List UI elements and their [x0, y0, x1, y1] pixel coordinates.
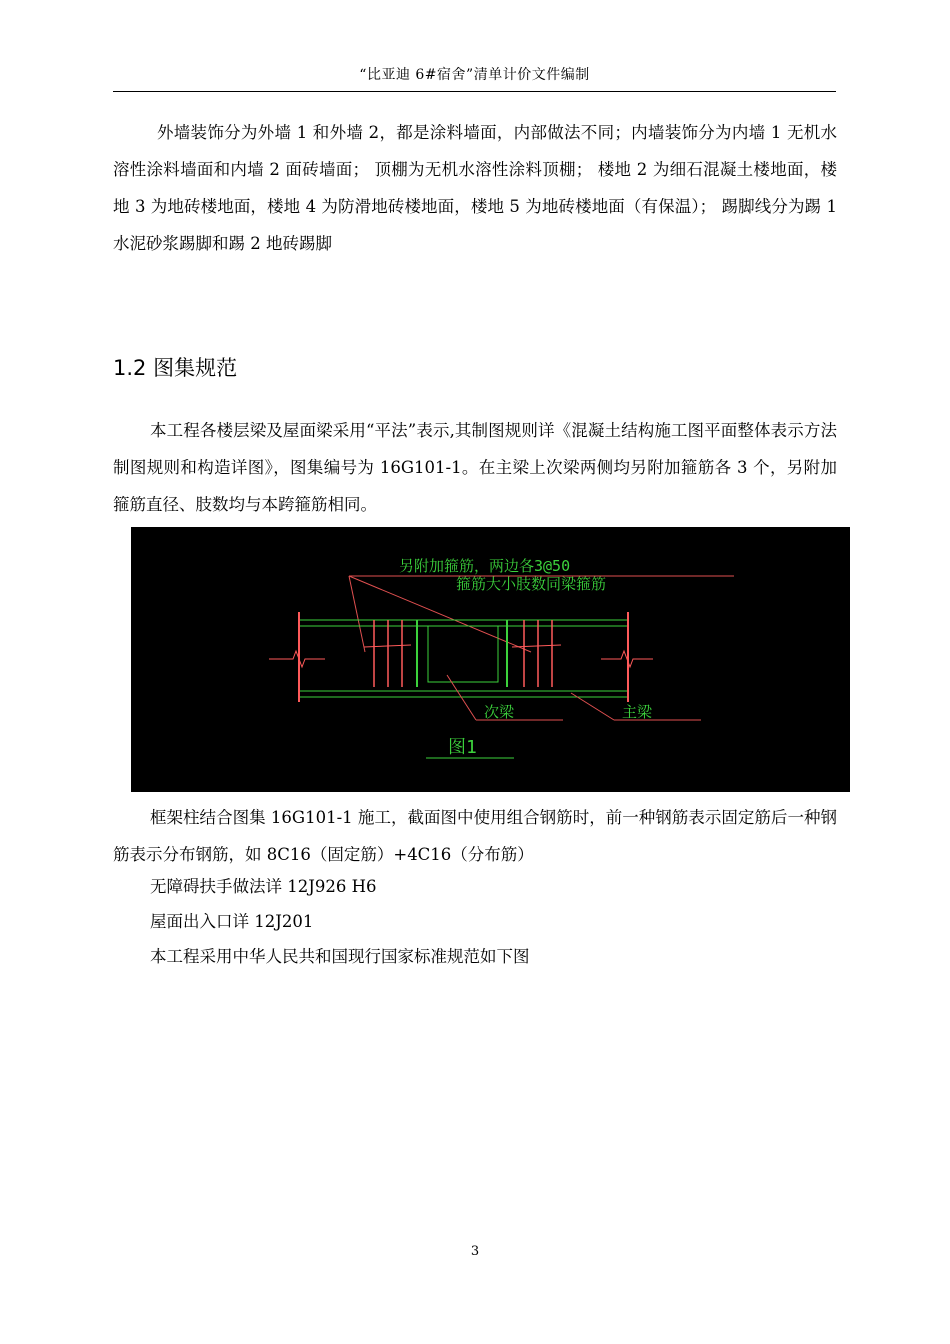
paragraph-atlas: 本工程各楼层梁及屋面梁采用“平法”表示,其制图规则详《混凝土结构施工图平面整体表示方法制图规则和构造详图》，图集编号为 16G101-1。在主梁上次梁两侧均另附加箍筋各 3 个，另附加箍筋直径、肢数均与本跨箍筋相同。 — [113, 421, 837, 514]
line-standards: 本工程采用中华人民共和国现行国家标准规范如下图 — [150, 947, 530, 966]
beam-stirrup-figure — [131, 527, 850, 792]
running-header: “比亚迪 6#宿舍”清单计价文件编制 — [359, 67, 590, 83]
figure-note-line1: 另附加箍筋，两边各3@50 — [399, 557, 571, 575]
right-stirrup-tick — [512, 645, 561, 647]
line-roof-exit: 屋面出入口详 12J201 — [150, 912, 314, 931]
break-line-left — [269, 651, 325, 667]
leader-left — [349, 576, 365, 652]
section-heading: 1.2 图集规范 — [113, 356, 238, 380]
label-secondary-beam: 次梁 — [484, 703, 515, 721]
page-number: 3 — [470, 1244, 480, 1259]
line-handrail: 无障碍扶手做法详 12J926 H6 — [150, 877, 377, 896]
paragraph-column: 框架柱结合图集 16G101-1 施工，截面图中使用组合钢筋时，前一种钢筋表示固定筋后一种钢筋表示分布钢筋，如 8C16（固定筋）+4C16（分布筋） — [113, 808, 837, 864]
figure-caption: 图1 — [448, 737, 477, 758]
secondary-beam-stirrup — [428, 626, 498, 682]
header-rule — [113, 91, 836, 92]
beam-detail-drawing — [131, 527, 850, 792]
paragraph-decoration: 外墙装饰分为外墙 1 和外墙 2，都是涂料墙面，内部做法不同；内墙装饰分为内墙 1 无机水溶性涂料墙面和内墙 2 面砖墙面； 顶棚为无机水溶性涂料顶棚； 楼地 2 为细石混凝土楼地面，楼地 3 为地砖楼地面，楼地 4 为防滑地砖楼地面，楼地 5 为地砖楼地面（有保温）； 踢脚线分为踢 1 水泥砂浆踢脚和踢 2 地砖踢脚 — [113, 123, 837, 253]
figure-note-line2: 箍筋大小肢数同梁箍筋 — [456, 575, 607, 593]
label-main-beam: 主梁 — [622, 703, 653, 721]
